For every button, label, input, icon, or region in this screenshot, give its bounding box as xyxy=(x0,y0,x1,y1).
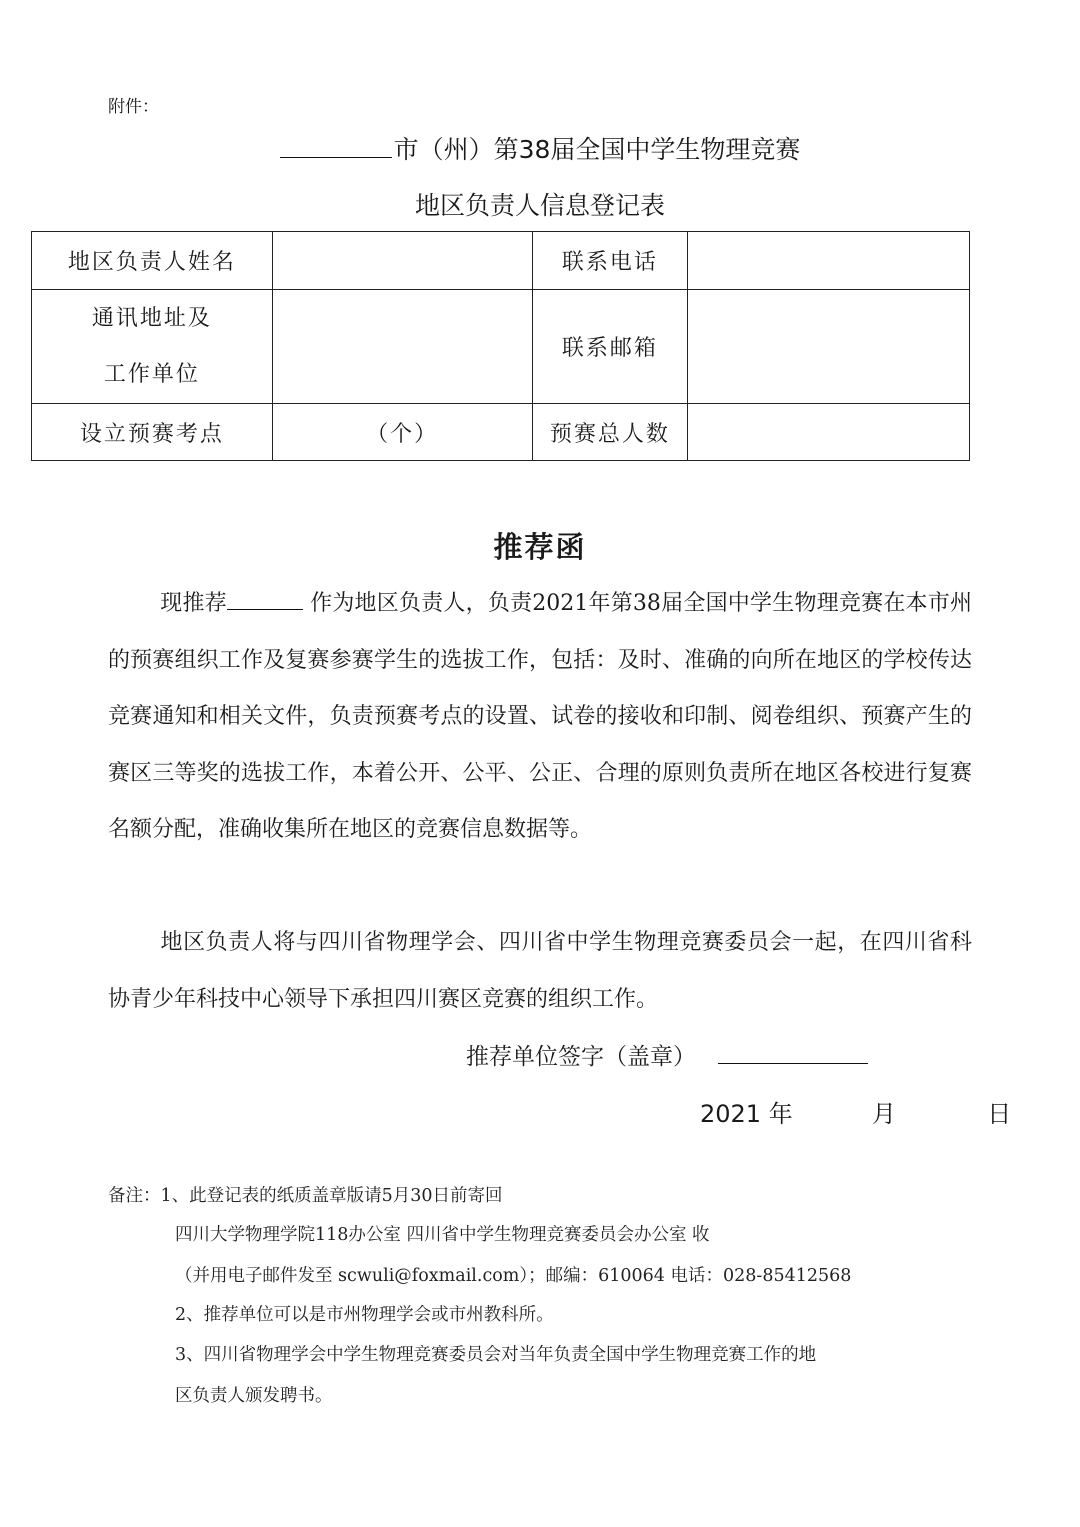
note-3-cont: 区负责人颁发聘书。 xyxy=(175,1386,333,1406)
label-exam-sites: 设立预赛考点 xyxy=(32,404,273,461)
note-3: 3、四川省物理学会中学生物理竞赛委员会对当年负责全国中学生物理竞赛工作的地 xyxy=(175,1345,817,1365)
total-participants-cell[interactable] xyxy=(688,404,970,461)
p2-body: 地区负责人将与四川省物理学会、四川省中学生物理竞赛委员会一起，在四川省科协青少年科技中心领导下承担四川赛区竞赛的组织工作。 xyxy=(108,930,972,1012)
label-address-workplace xyxy=(32,290,273,404)
label-leader-name: 地区负责人姓名 xyxy=(32,232,273,290)
p1-start: 现推荐 xyxy=(160,591,227,616)
address-cell[interactable] xyxy=(272,290,532,404)
recommendation-paragraph-1 xyxy=(108,576,972,859)
date-line xyxy=(700,1094,1011,1129)
city-blank[interactable] xyxy=(280,137,392,158)
form-title-line1 xyxy=(0,130,1080,166)
recommendation-paragraph-2 xyxy=(108,915,972,1028)
recommendation-title: 推荐函 xyxy=(493,530,587,564)
date-day: 日 xyxy=(987,1100,1012,1128)
signature-line xyxy=(466,1038,868,1071)
phone-cell[interactable] xyxy=(688,232,970,290)
email-cell[interactable] xyxy=(688,290,970,404)
attachment-label: 附件： xyxy=(108,97,159,117)
leader-name-cell[interactable] xyxy=(272,232,532,290)
form-title-text: 市（州）第38届全国中学生物理竞赛 xyxy=(393,135,801,164)
note-1: 备注：1、此登记表的纸质盖章版请5月30日前寄回 xyxy=(108,1186,503,1206)
label-total-participants: 预赛总人数 xyxy=(532,404,688,461)
registration-table xyxy=(31,231,970,461)
date-month: 月 xyxy=(872,1100,896,1128)
p1-body: 作为地区负责人，负责2021年第38届全国中学生物理竞赛在本市州的预赛组织工作及复赛参赛学生的选拔工作，包括：及时、准确的向所在地区的学校传达竞赛通知和相关文件，负责预赛考点的设置、试卷的接收和印制、阅卷组织、预赛产生的赛区三等奖的选拔工作，本着公开、公平、公正、合理的原则负责所在地区各校进行复赛名额分配，准确收集所在地区的竞赛信息数据等。 xyxy=(108,591,972,842)
label-address-line1: 通讯地址及 xyxy=(91,305,212,331)
label-email: 联系邮箱 xyxy=(532,290,688,404)
table-row xyxy=(32,404,970,461)
signature-label: 推荐单位签字（盖章） xyxy=(466,1044,696,1070)
exam-sites-count-cell[interactable]: （个） xyxy=(272,404,532,461)
label-phone: 联系电话 xyxy=(532,232,688,290)
note-1-contact: （并用电子邮件发至 scwuli@foxmail.com）；邮编：610064 电话：028-85412568 xyxy=(175,1266,852,1286)
form-title-line2: 地区负责人信息登记表 xyxy=(414,191,665,220)
note-2: 2、推荐单位可以是市州物理学会或市州教科所。 xyxy=(175,1305,554,1325)
table-row xyxy=(32,290,970,404)
signature-blank[interactable] xyxy=(718,1043,868,1064)
label-address-line2: 工作单位 xyxy=(103,361,200,387)
date-year: 2021 年 xyxy=(700,1100,793,1128)
note-1-address: 四川大学物理学院118办公室 四川省中学生物理竞赛委员会办公室 收 xyxy=(175,1225,710,1245)
nominee-blank[interactable] xyxy=(227,591,303,610)
table-row xyxy=(32,232,970,290)
